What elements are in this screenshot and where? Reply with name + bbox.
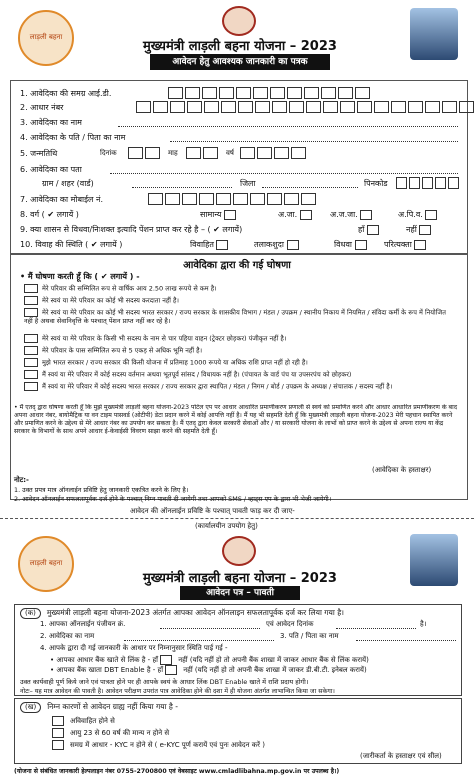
receipt-hai: है। bbox=[420, 620, 427, 628]
declaration-item[interactable]: मैं स्वयं या मेरे परिवार में कोई सदस्य भारत सरकार / राज्य सरकार द्वारा स्थापित / मंडल / निगम / बोर्ड / उपक्रम के अध्यक्ष / संचालक / सदस्य नहीं है। bbox=[24, 382, 454, 391]
field-address-label: 6. आवेदिका का पता bbox=[20, 165, 82, 174]
receipt-father-input[interactable] bbox=[356, 640, 456, 641]
category-st[interactable]: अ.ज.जा. bbox=[330, 209, 378, 220]
receipt-status-label: 4. आपके द्वारा दी गई जानकारी के आधार पर निम्नानुसार स्थिति पाई गई - bbox=[40, 644, 228, 652]
note-2: 2. आवेदन ऑनलाईन सफलतापूर्वक दर्ज होने के पश्चात् निम्न पावती दी जायेगी तथा आपको SMS / व्हाट्स एप के द्वारा भी भेजी जायेगी। bbox=[14, 495, 332, 503]
receipt-note-1: उक्त कार्यवाही पूर्ण किये जाने एवं पात्रता होने पर ही आपके स्वयं के आधार लिंक DBT Enable खाते में राशि प्रदाय होगी। bbox=[20, 678, 309, 686]
aadhaar-boxes[interactable] bbox=[136, 101, 474, 113]
category-obc[interactable]: अ.पि.व. bbox=[398, 209, 443, 220]
field-samagra-id-label: 1. आवेदिका की समग्र आई.डी. bbox=[20, 89, 112, 98]
receipt-date-label: एवं आवेदन दिनांक bbox=[266, 620, 314, 628]
receipt-registration-label: 1. आपका ऑनलाईन पंजीयन क्रं. bbox=[40, 620, 126, 628]
state-emblem-icon bbox=[222, 536, 256, 566]
declaration-item[interactable]: मेरे स्वयं या मेरे परिवार का कोई भी सदस्य करदाता नहीं है। bbox=[24, 296, 454, 305]
registration-number-input[interactable] bbox=[160, 628, 260, 629]
receipt-note-2: नोटः– यह मात्र आवेदन की पावती है। आवेदन परीक्षण उपरांत पात्र आवेदिका होने की दशा में ही योजना अंतर्गत लाभान्वित किया जा सकेगा। bbox=[20, 688, 335, 695]
dob-day-label: दिनांक bbox=[100, 149, 117, 157]
husband-father-input[interactable] bbox=[170, 141, 458, 142]
scheme-logo: लाड़ली बहना bbox=[18, 536, 74, 592]
dob-year-boxes[interactable] bbox=[240, 147, 306, 159]
category-sc[interactable]: अ.जा. bbox=[278, 209, 318, 220]
applicant-signature-label: (आवेदिका के हस्ताक्षर) bbox=[372, 466, 432, 474]
declaration-intro: • मैं घोषणा करती हूँ कि ( ✔ लगायें ) - bbox=[20, 272, 140, 281]
village-city-input[interactable] bbox=[132, 187, 232, 188]
district-label: जिला bbox=[240, 179, 256, 188]
village-city-label: ग्राम / शहर (वार्ड) bbox=[42, 179, 94, 188]
receipt-father-label: 3. पति / पिता का नाम bbox=[280, 632, 339, 640]
pension-yes[interactable]: हाँ bbox=[358, 224, 385, 235]
dob-year-label: वर्ष bbox=[226, 149, 234, 157]
category-general[interactable]: सामान्य bbox=[200, 209, 242, 220]
consent-paragraph: • मैं एतद् द्वारा घोषणा करती हूँ कि मुझे मुख्यमंत्री लाड़ली बहना योजना-2023 पोर्टल एप पर आधार आधारित प्रमाणीकरण प्रणाली से स्वयं को प्रमाणित करने और आधार आधारित प्रमाणीकरण के बाद अपना आधार नंबर, बायोमैट्रिक या वन टाइम पासवर्ड (ओटीपी) डेटा प्रदान करने में कोई आपत्ति नहीं है। मैं यह भी सहमति देती हूँ कि मुख्यमंत्री लाड़ली बहना योजना-2023 मेरी पहचान स्थापित करने और प्रमाणित करने के उद्देश्य से मेरे आधार नंबर का उपयोग कर सकता है। मैं एतद् द्वारा केवल सरकारी सेवाओं और / या सरकारी योजना के लाभों को प्राप्त करने के उद्देश्य से अपना राज्य या केंद्र सरकार के विभागों के साथ अपने आधार ई-केवाईसी विवरण साझा करने की सहमति देती हूँ। bbox=[14, 404, 457, 435]
field-pension-label: 9. क्या शासन से विधवा/निःशक्त इत्यादि पेंशन प्राप्त कर रहे है – ( ✔ लगायें) bbox=[20, 225, 243, 234]
marital-married[interactable]: विवाहित bbox=[190, 239, 234, 250]
note-1: 1. उक्त प्रपत्र मात्र ऑनलाईन प्रविष्टि हेतु जानकारी एकत्रित करने के लिए है। bbox=[14, 486, 189, 494]
declaration-item[interactable]: मुझे भारत सरकार / राज्य सरकार की किसी योजना में प्रतिमाह 1000 रूपये या अधिक राशि प्राप्त नहीं हो रही है। bbox=[24, 358, 454, 367]
receipt-name-label: 2. आवेदिका का नाम bbox=[40, 632, 95, 640]
helpline-footer: (योजना से संबंधित जानकारी हेल्पलाइन नंबर 0755-2700800 एवं वेबसाइट www.cmladlibahna.mp.gov.in पर उपलब्ध है।) bbox=[14, 768, 340, 775]
marital-widow[interactable]: विधवा bbox=[334, 239, 373, 250]
state-emblem-icon bbox=[222, 6, 256, 36]
pincode-boxes[interactable] bbox=[396, 177, 459, 189]
notes-heading: नोट:- bbox=[14, 476, 29, 484]
rejection-reason[interactable]: अविवाहित होने से bbox=[52, 716, 115, 726]
name-input[interactable] bbox=[118, 126, 458, 127]
field-mobile-label: 7. आवेदिका का मोबाईल नं. bbox=[20, 195, 104, 204]
address-input[interactable] bbox=[110, 173, 458, 174]
field-dob-label: 5. जन्मतिथि bbox=[20, 149, 58, 158]
cut-line bbox=[0, 518, 474, 519]
marital-divorced[interactable]: तलाकशुदा bbox=[254, 239, 305, 250]
mobile-boxes[interactable] bbox=[148, 193, 316, 205]
field-husband-father-label: 4. आवेदिका के पति / पिता का नाम bbox=[20, 133, 126, 142]
declaration-item[interactable]: मैं स्वयं या मेरे परिवार में कोई सदस्य वर्तमान अथवा भूतपूर्व सांसद / विधायक नहीं है। (पंचायत के वार्ड पंच या उपसरपंच को छोड़कर) bbox=[24, 370, 454, 379]
field-name-label: 3. आवेदिका का नाम bbox=[20, 118, 82, 127]
declaration-item[interactable]: मेरे स्वयं या मेरे परिवार का कोई भी सदस्य भारत सरकार / राज्य सरकार के शासकीय विभाग / मंडल / उपक्रम / स्थानीय निकाय में नियमित / संविदा कर्मी के रूप में नियोजित नहीं है अथवा सेवानिवृत्ति के पश्चात् पेंशन प्राप्त नहीं कर रहे है। bbox=[24, 308, 446, 325]
declaration-item[interactable]: मेरे स्वयं या मेरे परिवार के किसी भी सदस्य के नाम से चार पहिया वाहन (ट्रेक्टर छोड़कर) पंजीकृत नहीं है। bbox=[24, 334, 454, 343]
field-aadhaar-label: 2. आधार नंबर bbox=[20, 103, 64, 112]
samagra-id-boxes[interactable] bbox=[168, 87, 370, 99]
pincode-label: पिनकोड bbox=[364, 179, 388, 188]
declaration-item[interactable]: मेरे परिवार के पास सम्मिलित रूप से 5 एकड़ से अधिक भूमि नहीं है। bbox=[24, 346, 454, 355]
rejection-reason[interactable]: समग्र में आधार - KYC न होने से ( e-KYC पूर्ण करायें एवं पुनः आवेदन करें ) bbox=[52, 740, 265, 750]
dob-month-boxes[interactable] bbox=[186, 147, 218, 159]
field-category-label: 8. वर्ग ( ✔ लगायें ) bbox=[20, 210, 79, 219]
dob-day-boxes[interactable] bbox=[128, 147, 160, 159]
receipt-ka-header: (क) मुख्यमंत्री लाड़ली बहना योजना-2023 अंतर्गत आपका आवेदन ऑनलाइन सफलतापूर्वक दर्ज कर लिया गया है। bbox=[20, 608, 344, 619]
chief-minister-photo bbox=[410, 534, 458, 586]
field-marital-label: 10. विवाह की स्थिति ( ✔ लगायें ) bbox=[20, 240, 123, 249]
pension-no[interactable]: नहीं bbox=[406, 224, 437, 235]
declaration-heading: आवेदिका द्वारा की गई घोषणा bbox=[183, 260, 291, 271]
scheme-logo: लाड़ली बहना bbox=[18, 10, 74, 66]
application-date-input[interactable] bbox=[336, 628, 416, 629]
page-subtitle: आवेदन हेतु आवश्यक जानकारी का पत्रक bbox=[150, 54, 330, 70]
page-title: मुख्यमंत्री लाड़ली बहना योजना – 2023 bbox=[143, 39, 337, 54]
aadhaar-link-status: • आपका आधार बैंक खाते से लिंक है - हाँ नहीं (यदि नहीं हो तो अपनी बैंक शाखा में जाकर आधार बैंक से लिंक करायें) bbox=[50, 656, 369, 664]
dbt-enable-status: • आपका बैंक खाता DBT Enable है - हाँ नहीं (यदि नहीं हो तो अपनी बैंक शाखा में जाकर डी.बी.टी. इनेबल करायें) bbox=[50, 666, 367, 674]
receipt-title: मुख्यमंत्री लाड़ली बहना योजना – 2023 bbox=[143, 571, 337, 586]
rejection-reason[interactable]: आयु 23 से 60 वर्ष की मान्य न होने से bbox=[52, 728, 169, 738]
district-input[interactable] bbox=[262, 187, 358, 188]
dob-month-label: माह bbox=[168, 149, 178, 157]
receipt-kha-header: (ख) निम्न कारणों से आवेदन ग्राह्य नहीं किया गया है - bbox=[20, 702, 178, 713]
issuer-signature-label: (जारीकर्ता के हस्ताक्षर एवं सील) bbox=[360, 752, 442, 760]
declaration-item[interactable]: मेरे परिवार की सम्मिलित रूप से वार्षिक आय 2.50 लाख रूपये से कम है। bbox=[24, 284, 454, 293]
chief-minister-photo bbox=[410, 8, 458, 60]
cut-instruction: आवेदन की ऑनलाईन प्रविष्टि के पश्चात् पावती फाड़ कर दी जाए- bbox=[130, 507, 295, 515]
receipt-name-input[interactable] bbox=[124, 640, 274, 641]
office-use-label: (कार्यालयीन उपयोग हेतु) bbox=[195, 522, 258, 530]
receipt-subtitle: आवेदन पत्र – पावती bbox=[180, 586, 300, 600]
marital-abandoned[interactable]: परित्यक्ता bbox=[384, 239, 432, 250]
